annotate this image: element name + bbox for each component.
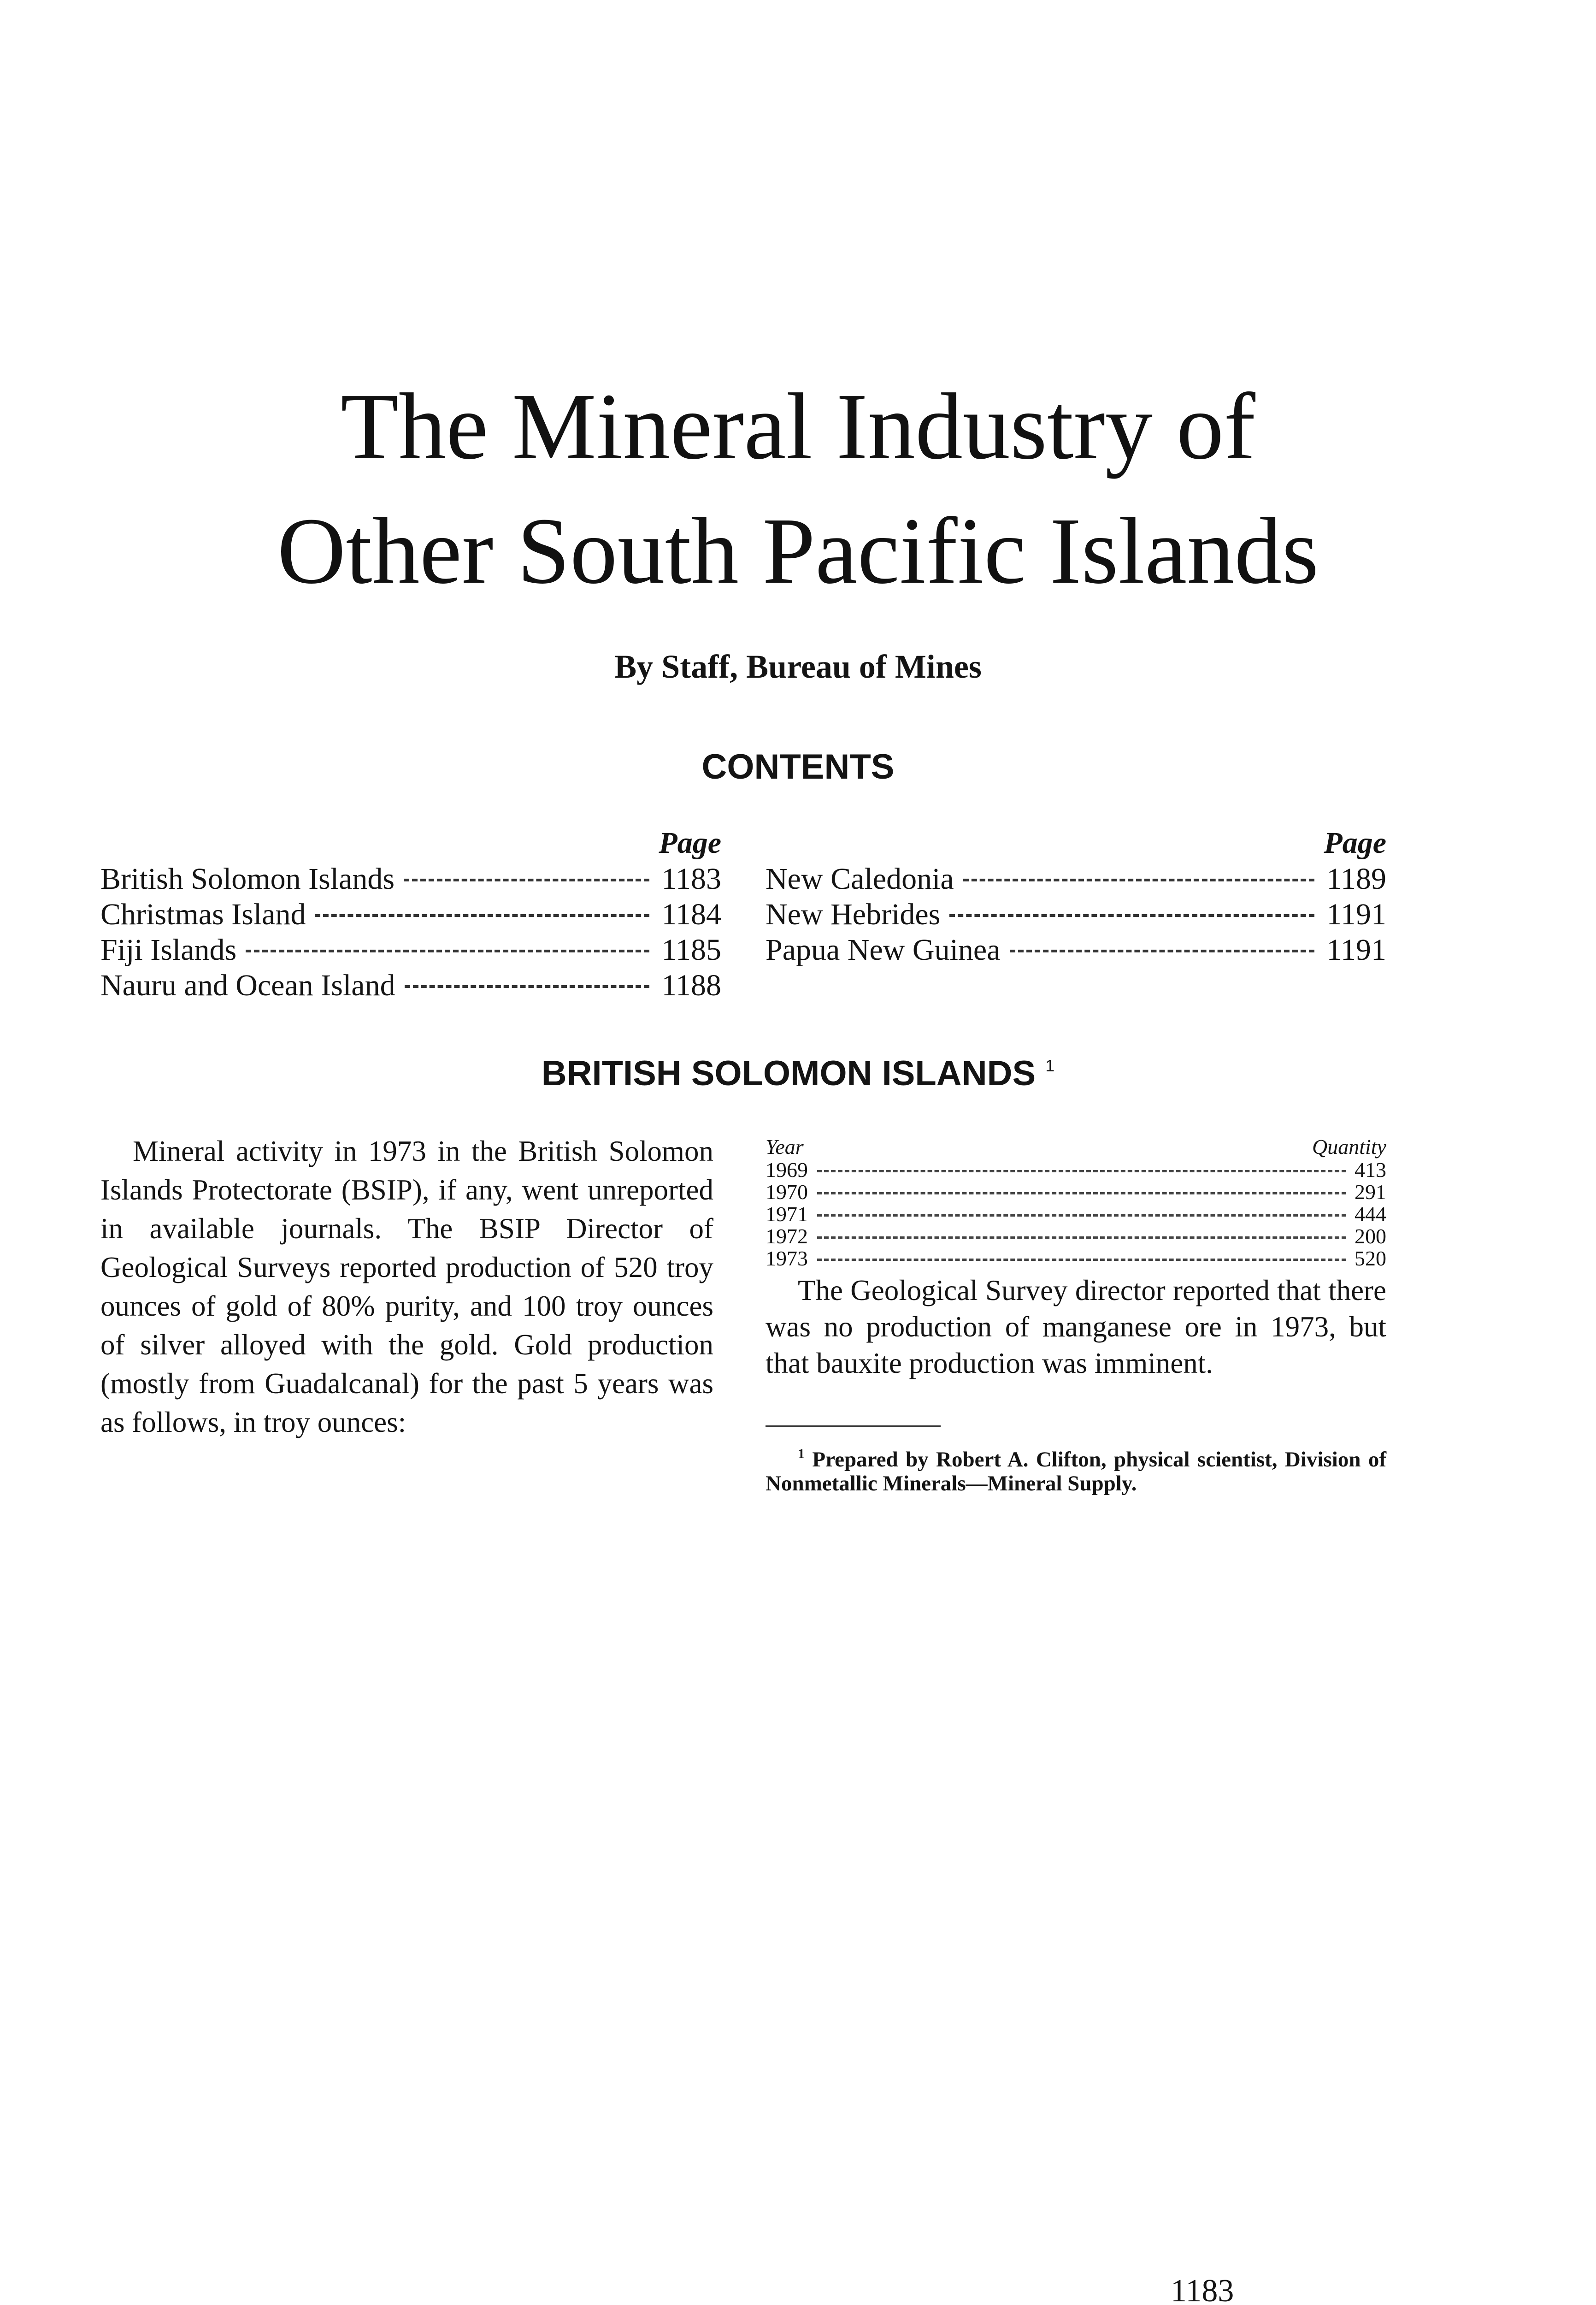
footnote-number: 1	[798, 1446, 805, 1461]
body-paragraph: Mineral activity in 1973 in the British Solomon Islands Protectorate (BSIP), if any, went unreported in available journals. The BSIP Director of Geological Surveys reported production of 520 troy ounces of gold of 80% purity, and 100 troy ounces of silver alloyed with the gold. Gold production (mostly from Guadalcanal) for the past 5 years was as follows, in troy ounces:	[100, 1135, 713, 1438]
title-line-1: The Mineral Industry of	[340, 373, 1256, 479]
table-cell-year: 1972	[766, 1224, 808, 1248]
dot-leader	[405, 985, 650, 988]
body-paragraph: The Geological Survey director reported that there was no production of manganese ore in 1973, but that bauxite production was imminent.	[766, 1274, 1386, 1379]
table-cell-quantity: 291	[1355, 1180, 1386, 1204]
table-cell-year: 1971	[766, 1202, 808, 1226]
table-row	[766, 1181, 1386, 1203]
contents-left-column	[100, 825, 721, 1003]
table-row	[766, 1203, 1386, 1225]
contents-entry	[766, 897, 1386, 932]
column-header-year: Year	[766, 1135, 804, 1158]
footnote-text: Prepared by Robert A. Clifton, physical scientist, Division of Nonmetallic Minerals—Mineral Supply.	[766, 1448, 1387, 1495]
body-column-left	[100, 1132, 713, 1442]
table-row	[766, 1225, 1386, 1247]
footnote-paragraph	[766, 1442, 1386, 1495]
table-cell-year: 1970	[766, 1180, 808, 1204]
dot-leader	[404, 879, 649, 881]
contents-entry-name: Christmas Island	[100, 898, 306, 931]
dot-leader	[963, 879, 1315, 881]
contents-entry-page: 1189	[1326, 862, 1386, 896]
contents-entry-name: British Solomon Islands	[100, 862, 395, 896]
dot-leader	[1010, 950, 1315, 952]
contents-entry-page: 1184	[661, 898, 721, 931]
dot-leader	[817, 1214, 1346, 1217]
contents-entry-page: 1185	[661, 933, 721, 967]
footnote	[766, 1442, 1386, 1495]
contents-entry-name: New Caledonia	[766, 862, 954, 896]
contents-entry-name: Fiji Islands	[100, 933, 237, 967]
contents-page-label: Page	[659, 826, 721, 860]
table-cell-year: 1969	[766, 1158, 808, 1182]
contents-entry	[100, 861, 721, 897]
page-number: 1183	[1171, 2273, 1234, 2305]
contents-entry-page: 1191	[1326, 933, 1386, 967]
footnote-marker: 1	[1045, 1056, 1055, 1075]
table-cell-quantity: 520	[1355, 1247, 1386, 1270]
contents-entry-page: 1183	[661, 862, 721, 896]
dot-leader	[315, 914, 649, 917]
contents-entry-name: Nauru and Ocean Island	[100, 969, 395, 1002]
dot-leader	[817, 1170, 1346, 1172]
dot-leader	[246, 950, 649, 952]
dot-leader	[817, 1259, 1346, 1261]
production-table	[766, 1135, 1386, 1270]
section-heading-text: BRITISH SOLOMON ISLANDS	[541, 1054, 1036, 1093]
byline: By Staff, Bureau of Mines	[614, 648, 982, 685]
contents-entry	[100, 968, 721, 1003]
title-line-2: Other South Pacific Islands	[277, 498, 1319, 603]
contents-entry-name: New Hebrides	[766, 898, 941, 931]
table-cell-quantity: 200	[1355, 1224, 1386, 1248]
table-cell-quantity: 444	[1355, 1202, 1386, 1226]
contents-entry	[766, 861, 1386, 897]
dot-leader	[817, 1192, 1346, 1194]
contents-entry-page: 1191	[1326, 898, 1386, 931]
contents-entry-name: Papua New Guinea	[766, 933, 1001, 967]
table-header	[766, 1135, 1386, 1159]
dot-leader	[817, 1236, 1346, 1239]
table-row	[766, 1159, 1386, 1181]
contents-heading: CONTENTS	[701, 747, 895, 786]
page-title	[0, 364, 1596, 613]
contents-right-column	[766, 825, 1386, 968]
section-heading	[0, 1053, 1596, 1093]
contents-entry	[100, 932, 721, 968]
dot-leader	[949, 914, 1314, 917]
table-row	[766, 1247, 1386, 1270]
contents-entry	[100, 897, 721, 932]
body-column-right	[766, 1272, 1386, 1382]
contents-page-label: Page	[1324, 826, 1386, 860]
contents-entry-page: 1188	[661, 969, 721, 1002]
footnote-rule	[766, 1425, 941, 1427]
table-cell-year: 1973	[766, 1247, 808, 1270]
contents-entry	[766, 932, 1386, 968]
table-cell-quantity: 413	[1355, 1158, 1386, 1182]
column-header-quantity: Quantity	[1312, 1135, 1386, 1158]
